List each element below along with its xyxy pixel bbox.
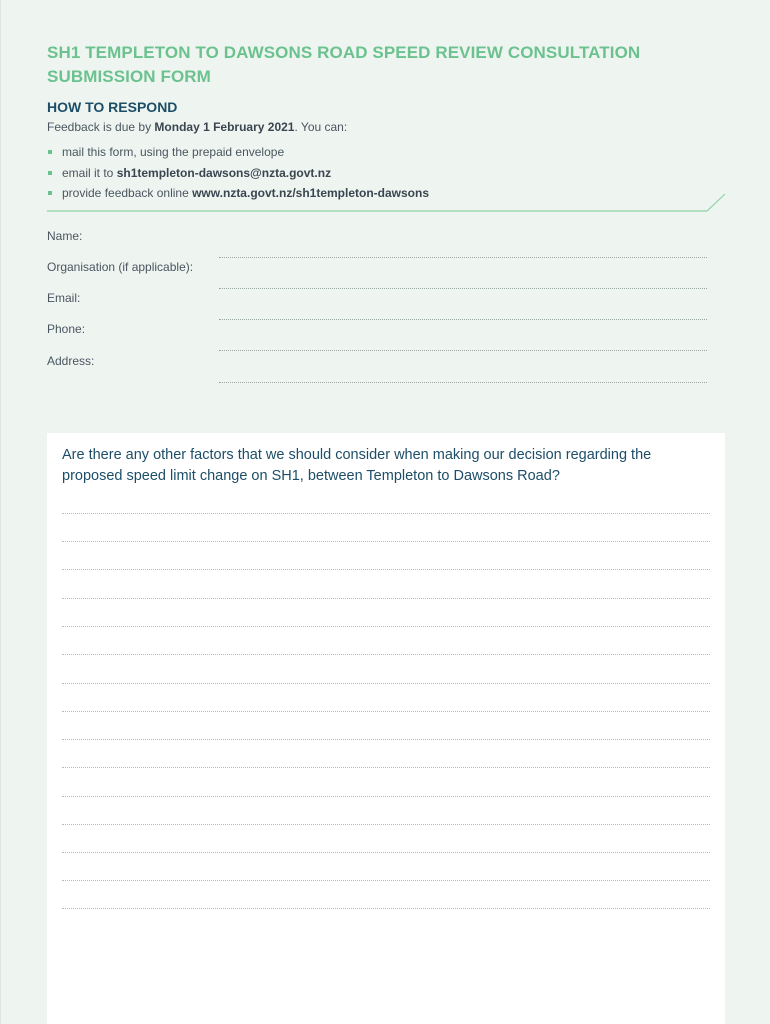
answer-line[interactable] bbox=[62, 711, 710, 712]
form-title-line-2: SUBMISSION FORM bbox=[47, 67, 211, 86]
phone-field[interactable] bbox=[47, 322, 707, 348]
question-text: Are there any other factors that we should consider when making our decision regarding the proposed speed limit change on SH1, between Templeton to Dawsons Road? bbox=[62, 447, 652, 484]
answer-line[interactable] bbox=[62, 569, 710, 570]
response-option-text: email it to bbox=[62, 165, 117, 180]
organisation-input-line[interactable] bbox=[219, 277, 707, 289]
bullet-icon bbox=[48, 150, 52, 154]
answer-line[interactable] bbox=[62, 683, 710, 684]
answer-line[interactable] bbox=[62, 852, 710, 853]
answer-line[interactable] bbox=[62, 541, 710, 542]
answer-line[interactable] bbox=[62, 513, 710, 514]
how-to-respond-heading: HOW TO RESPOND bbox=[47, 99, 178, 115]
email-address-link[interactable]: sh1templeton-dawsons@nzta.govt.nz bbox=[116, 165, 332, 180]
due-suffix: . You can: bbox=[294, 120, 348, 134]
response-option-text: provide feedback online bbox=[62, 186, 193, 200]
feedback-website-link[interactable]: www.nzta.govt.nz/sh1templeton-dawsons bbox=[192, 186, 429, 200]
answer-line[interactable] bbox=[62, 908, 710, 909]
phone-label: Phone: bbox=[47, 322, 86, 336]
address-input-line[interactable] bbox=[219, 371, 707, 383]
answer-line[interactable] bbox=[62, 739, 710, 740]
name-field[interactable] bbox=[47, 229, 707, 255]
answer-line[interactable] bbox=[62, 654, 710, 655]
answer-line[interactable] bbox=[62, 824, 710, 825]
due-prefix: Feedback is due by bbox=[47, 120, 155, 134]
section-divider bbox=[47, 193, 727, 215]
bullet-icon bbox=[48, 171, 52, 175]
question-response-box[interactable] bbox=[47, 433, 725, 1024]
response-option-email bbox=[47, 163, 429, 184]
form-title bbox=[47, 41, 707, 89]
address-label: Address: bbox=[47, 354, 95, 368]
answer-line[interactable] bbox=[62, 598, 710, 599]
answer-line[interactable] bbox=[62, 767, 710, 768]
name-input-line[interactable] bbox=[219, 246, 707, 258]
due-date: Monday 1 February 2021 bbox=[154, 120, 295, 134]
address-field[interactable] bbox=[47, 354, 707, 380]
form-title-line-1: SH1 TEMPLETON TO DAWSONS ROAD SPEED REVIEW CONSULTATION bbox=[47, 43, 641, 62]
answer-line[interactable] bbox=[62, 796, 710, 797]
feedback-due-text bbox=[47, 120, 347, 134]
name-label: Name: bbox=[47, 229, 83, 243]
answer-line[interactable] bbox=[62, 626, 710, 627]
organisation-field[interactable] bbox=[47, 260, 707, 286]
response-option-text: mail this form, using the prepaid envelope bbox=[62, 145, 285, 159]
email-input-line[interactable] bbox=[219, 308, 707, 320]
phone-input-line[interactable] bbox=[219, 339, 707, 351]
email-field[interactable] bbox=[47, 291, 707, 317]
response-option-mail bbox=[47, 142, 429, 163]
email-label: Email: bbox=[47, 291, 81, 305]
answer-line[interactable] bbox=[62, 880, 710, 881]
organisation-label: Organisation (if applicable): bbox=[47, 260, 194, 274]
